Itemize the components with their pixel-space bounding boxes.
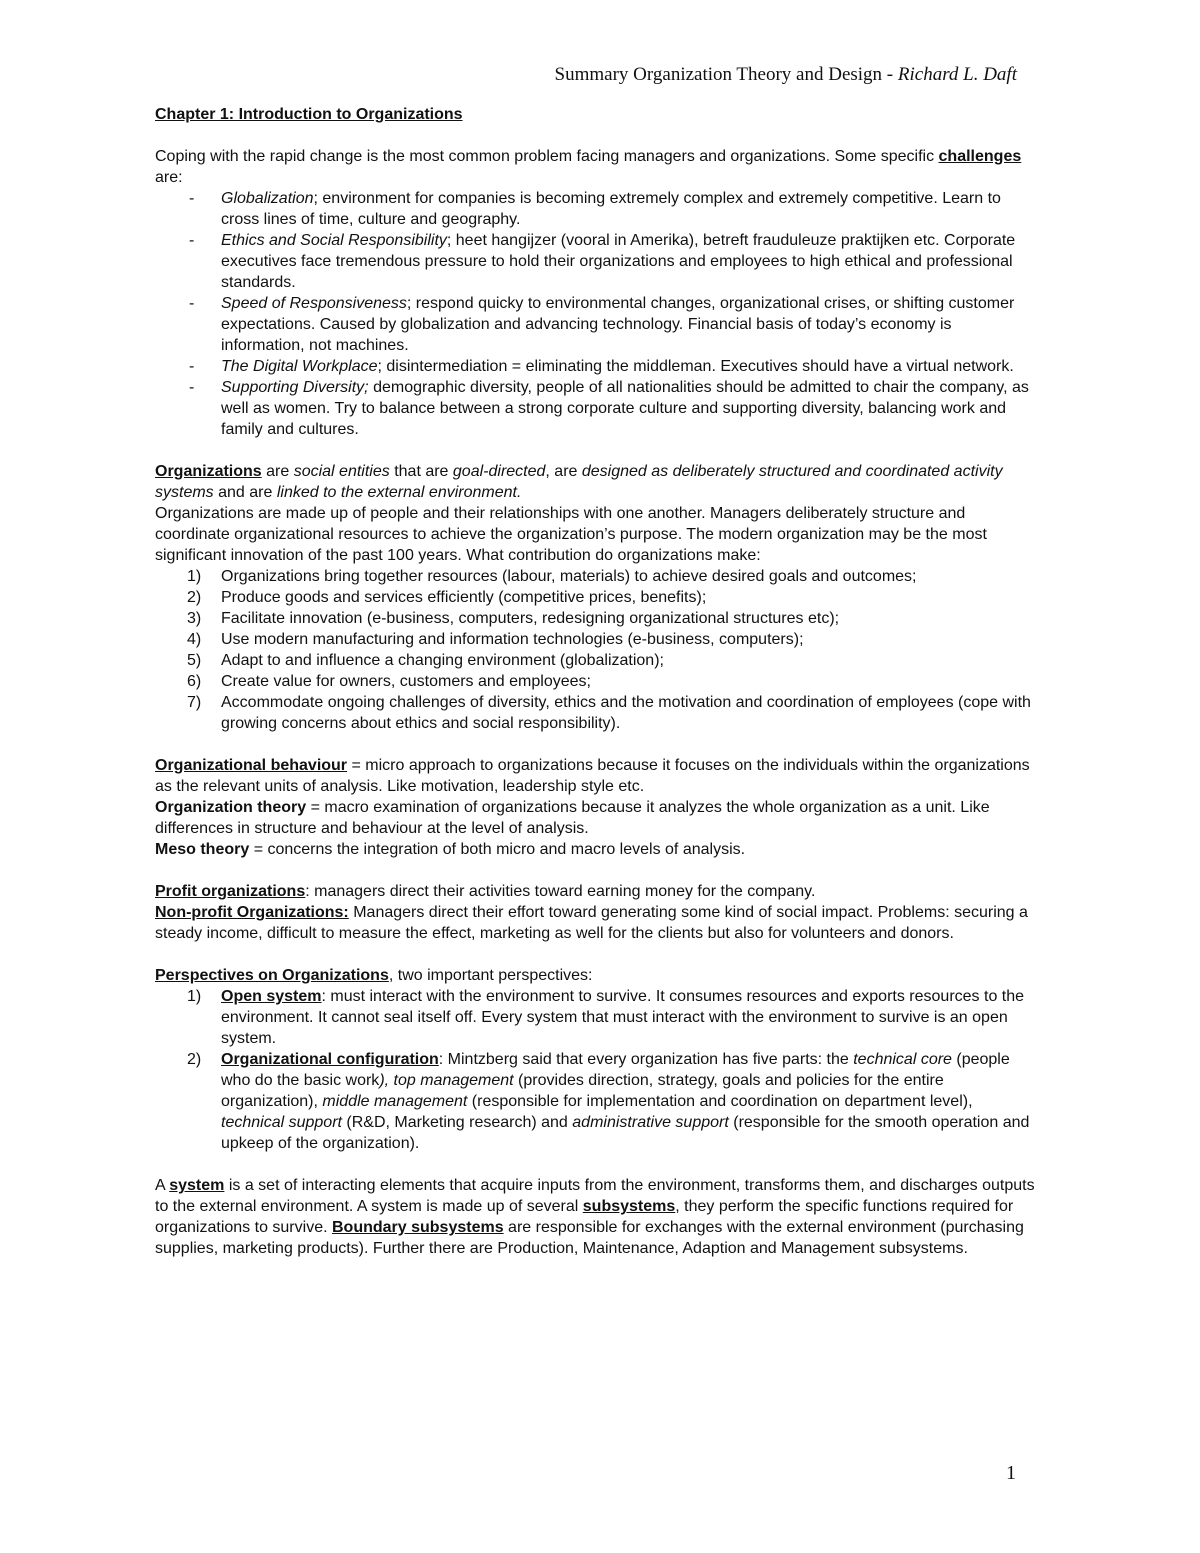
list-item: - Ethics and Social Responsibility; heet hangijzer (vooral in Amerika), betreft frauduleuze praktijken etc. Corporate executives face tremendous pressure to hold their organizations and employees to high ethical and professional standards.: [155, 230, 1035, 293]
page-header: [0, 64, 1017, 86]
chapter-title: Chapter 1: Introduction to Organizations: [155, 106, 463, 123]
list-item: 2) Organizational configuration: Mintzberg said that every organization has five parts: the technical core (people who do the basic work), top management (provides direction, strategy, goals and policies for the entire organization), middle management (responsible for implementation and coordination on department level), technical support (R&D, Marketing research) and administrative support (responsible for the smooth operation and upkeep of the organization).: [187, 1051, 1030, 1152]
organizations-paragraph: Organizations are made up of people and their relationships with one another. Managers deliberately structure and coordinate organizational resources to achieve the organization’s purpose. The modern organization may be the most significant innovation of the past 100 years. What contribution do organizations make:: [155, 505, 987, 564]
profit-organizations: Profit organizations: managers direct their activities toward earning money for the company.: [155, 883, 816, 900]
list-item: 7) Accommodate ongoing challenges of diversity, ethics and the motivation and coordination of employees (cope with growing concerns about ethics and social responsibility).: [187, 694, 1031, 732]
meso-theory: Meso theory = concerns the integration of both micro and macro levels of analysis.: [155, 841, 746, 858]
header-author: Richard L. Daft: [897, 64, 1017, 85]
contributions-list: [155, 566, 1035, 734]
perspectives-list: [155, 986, 1035, 1154]
challenges-term: challenges: [938, 148, 1022, 165]
document-body: [155, 104, 1035, 1259]
list-item: 1) Organizations bring together resources (labour, materials) to achieve desired goals and outcomes;: [187, 568, 917, 585]
list-item: - Globalization; environment for companies is becoming extremely complex and extremely competitive. Learn to cross lines of time, culture and geography.: [155, 188, 1035, 230]
list-item: - Supporting Diversity; demographic diversity, people of all nationalities should be admitted to chair the company, as well as women. Try to balance between a strong corporate culture and supporting diversity, balancing work and family and cultures.: [155, 377, 1035, 440]
page-number: 1: [1006, 1462, 1016, 1484]
organizations-definition: Organizations are social entities that are goal-directed, are designed as deliberately structured and coordinated activity systems and are linked to the external environment.: [155, 463, 1003, 501]
list-item: 5) Adapt to and influence a changing environment (globalization);: [187, 652, 664, 669]
perspectives-intro: Perspectives on Organizations, two important perspectives:: [155, 967, 593, 984]
organization-theory: Organization theory = macro examination of organizations because it analyzes the whole organization as a unit. Like differences in structure and behaviour at the level of analysis.: [155, 799, 990, 837]
non-profit-organizations: Non-profit Organizations: Managers direct their effort toward generating some kind of social impact. Problems: securing a steady income, difficult to measure the effect, marketing as well for the clients but also for volunteers and donors.: [155, 904, 1028, 942]
system-paragraph: A system is a set of interacting elements that acquire inputs from the environment, transforms them, and discharges outputs to the external environment. A system is made up of several subsystems, they perform the specific functions required for organizations to survive. Boundary subsystems are responsible for exchanges with the external environment (purchasing supplies, marketing products). Further there are Production, Maintenance, Adaption and Management subsystems.: [155, 1177, 1035, 1257]
organizational-behaviour: Organizational behaviour = micro approach to organizations because it focuses on the individuals within the organizations as the relevant units of analysis. Like motivation, leadership style etc.: [155, 757, 1030, 795]
list-item: - The Digital Workplace; disintermediation = eliminating the middleman. Executives should have a virtual network.: [155, 356, 1035, 377]
list-item: 3) Facilitate innovation (e-business, computers, redesigning organizational structures etc);: [187, 610, 840, 627]
header-title: Summary Organization Theory and Design -: [554, 64, 898, 85]
list-item: 1) Open system: must interact with the environment to survive. It consumes resources and exports resources to the environment. It cannot seal itself off. Every system that must interact with the environment to survive is an open system.: [187, 988, 1025, 1047]
challenges-list: [155, 188, 1035, 440]
challenges-intro: Coping with the rapid change is the most common problem facing managers and organizations. Some specific challenges are:: [155, 148, 1022, 186]
list-item: 6) Create value for owners, customers and employees;: [187, 673, 591, 690]
list-item: 2) Produce goods and services efficiently (competitive prices, benefits);: [187, 589, 707, 606]
list-item: - Speed of Responsiveness; respond quicky to environmental changes, organizational crises, or shifting customer expectations. Caused by globalization and advancing technology. Financial basis of today’s economy is information, not machines.: [155, 293, 1035, 356]
list-item: 4) Use modern manufacturing and information technologies (e-business, computers);: [187, 631, 804, 648]
